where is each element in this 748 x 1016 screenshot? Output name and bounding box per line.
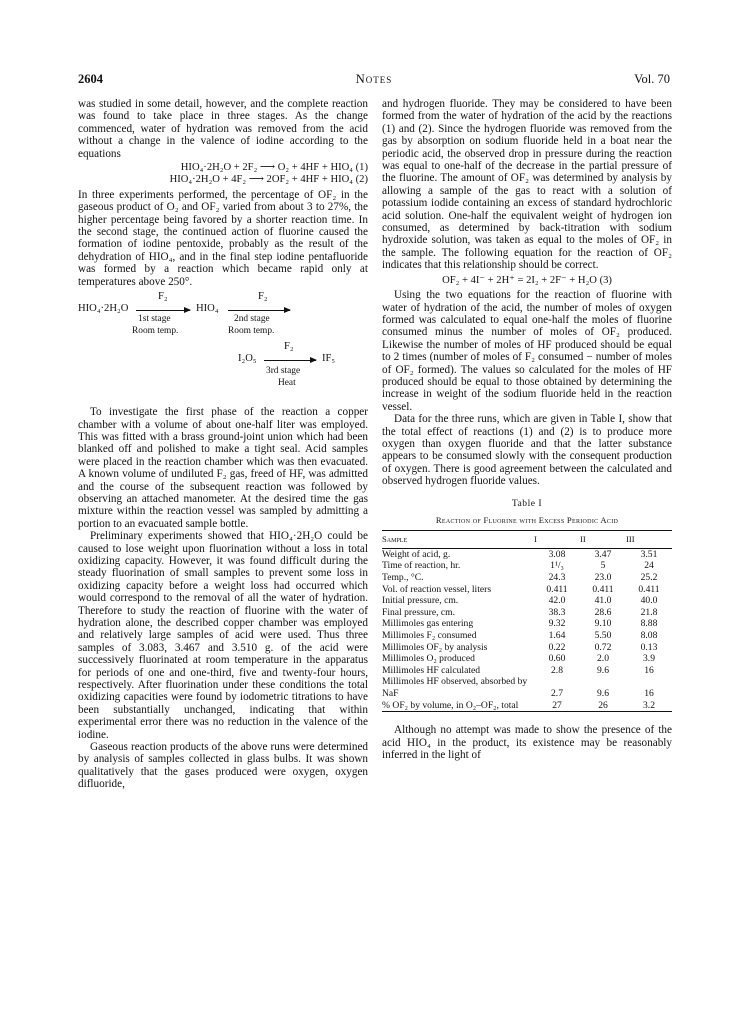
table-header-cell: II — [580, 531, 626, 548]
table-title: Reaction of Fluorine with Excess Periodic Acid — [435, 515, 619, 525]
table-cell: 0.411 — [546, 583, 568, 595]
table-cell: 9.32 — [548, 618, 566, 630]
scheme-intermediate: HIO₄ — [196, 303, 219, 315]
table-row-label: Millimoles O₂ produced — [382, 653, 475, 665]
table-row-label: Time of reaction, hr. — [382, 560, 461, 572]
table-cell: 24.3 — [548, 572, 566, 583]
table-row-label: Weight of acid, g. — [382, 548, 451, 560]
table-cell: 2.0 — [597, 653, 609, 665]
table-row-label: % OF₂ by volume, in O₂–OF₂, total — [382, 699, 519, 711]
table-cell: 2.7 — [551, 687, 563, 699]
table-cell: 9.10 — [594, 618, 612, 630]
table-cell: 2.8 — [551, 664, 563, 676]
table-row — [382, 630, 672, 642]
table-cell: 3.08 — [548, 548, 566, 560]
equation-2: HIO₄·2H₂O + 4F₂ ⟶ 2OF₂ + 4HF + HIO₄ (2) — [169, 174, 368, 186]
table-cell: 5 — [600, 560, 606, 572]
table-row-label: Millimoles gas entering — [382, 618, 474, 630]
left-column — [78, 98, 368, 791]
table-cell: 0.13 — [640, 641, 658, 653]
page-header — [78, 72, 670, 90]
reaction-arrow-1 — [136, 310, 190, 311]
table-row — [382, 595, 672, 607]
table-cell: 24 — [644, 560, 654, 572]
table-row-label: Temp., °C. — [382, 572, 424, 583]
table-row — [382, 700, 672, 712]
table-cell: 9.6 — [597, 664, 609, 676]
table-cell: 41.0 — [594, 595, 612, 607]
table-row — [382, 584, 672, 596]
paragraph: In three experiments performed, the percentage of OF₂ in the gaseous product of O₂ and OF₂ varied from about 3 to 27%, the higher percentage being favored by a shorter reaction time. In the second stage, the continued action of fluorine caused the formation of iodine pentoxide, probably as the result of the dehydration of HIO₄, and in the final step iodine pentafluoride was formed by a reaction which became rapid only at temperatures above 250°. — [78, 188, 368, 288]
table-row-label: Initial pressure, cm. — [382, 595, 459, 607]
scheme-reagent: F₂ — [158, 291, 168, 303]
table-row — [382, 572, 672, 584]
equation-3: OF₂ + 4I⁻ + 2H⁺ = 2I₂ + 2F⁻ + H₂O (3) — [442, 274, 612, 286]
table-cell: 1¹/₃ — [550, 560, 564, 572]
paragraph: Gaseous reaction products of the above runs were determined by analysis of samples collected in glass bulbs. It was shown qualitatively that the gases produced were oxygen, oxygen difluoride, — [78, 741, 368, 791]
scheme-product: IF₅ — [322, 353, 336, 365]
data-table — [382, 530, 672, 712]
table-cell: 8.08 — [640, 629, 658, 641]
paragraph: Data for the three runs, which are given in Table I, show that the total effect of reactions (1) and (2) is to produce more oxygen than oxygen fluoride and that the latter substance appears to be consumed slowly with the consequent production of oxygen. There is good agreement between the calculated and observed hydrogen fluoride values. — [382, 413, 672, 488]
scheme-reagent: F₂ — [284, 341, 294, 353]
table-row — [382, 665, 672, 677]
reaction-arrow-2 — [228, 310, 290, 311]
table-cell: 42.0 — [548, 595, 566, 607]
table-cell: 27 — [552, 699, 562, 711]
journal-section: Notes — [355, 72, 393, 86]
table-cell: 0.72 — [594, 641, 612, 653]
table-cell: 40.0 — [640, 595, 658, 607]
scheme-condition: Room temp. — [228, 326, 275, 337]
table-cell: 3.2 — [643, 699, 655, 711]
table-cell: 0.411 — [592, 583, 614, 595]
table-row-label: Millimoles OF₂ by analysis — [382, 641, 488, 653]
table-row — [382, 607, 672, 619]
reaction-scheme — [78, 291, 368, 403]
table-header-cell: I — [534, 531, 580, 548]
paragraph: was studied in some detail, however, and the complete reaction was found to take place in three stages. As the change commenced, water of hydration was removed from the acid without a change in the valence of iodine according to the equations — [78, 98, 368, 160]
table-row — [382, 653, 672, 665]
table-row — [382, 676, 672, 699]
table-row-label: Millimoles HF observed, absorbed by NaF — [382, 676, 528, 699]
scheme-stage-label: 3rd stage — [266, 366, 301, 377]
table-cell: 38.3 — [548, 606, 566, 618]
scheme-reactant: HIO₄·2H₂O — [78, 303, 129, 315]
table-header-cell: Sample — [382, 531, 534, 548]
table-cell: 26 — [598, 699, 608, 711]
scheme-condition: Heat — [278, 378, 296, 389]
paragraph: Although no attempt was made to show the presence of the acid HIO₄ in the product, its existence may be reasonably inferred in the light of — [382, 724, 672, 761]
table-header-row — [382, 531, 672, 548]
table-cell: 0.60 — [548, 653, 566, 665]
paragraph: Using the two equations for the reaction of fluorine with water of hydration of the acid, the number of moles of oxygen formed was calculated to equal one-half the moles of fluorine consumed minus the number of moles of OF₂ produced. Likewise the number of moles of HF produced should be equal to 2 times (number of moles of F₂ consumed − number of moles of OF₂ formed). The values so calculated for the moles of HF produced should be equal to those obtained by determining the increase in weight of the sodium fluoride held in the reaction vessel. — [382, 289, 672, 413]
volume-label: Vol. 70 — [634, 72, 670, 86]
table-cell: 16 — [644, 664, 654, 676]
paragraph: and hydrogen fluoride. They may be considered to have been formed from the water of hydration of the acid by the reactions (1) and (2). Since the hydrogen fluoride was removed from the gas by absorption on sodium fluoride held in a boat near the periodic acid, the observed drop in pressure during the reaction was equal to one-half of the decrease in the partial pressure of the fluorine. The amount of OF₂ was determined by analysis by allowing a sample of the gas to react with a solution of potassium iodide containing an excess of standard hydrochloric acid solution. One-half the equivalent weight of hydrogen ion consumed, as determined by back-titration with sodium hydroxide solution, was taken as equal to the moles of OF₂ in the sample. The following equation for the reaction of OF₂ indicates that this relationship should be correct. — [382, 98, 672, 272]
equation-1: HIO₄·2H₂O + 2F₂ ⟶ O₂ + 4HF + HIO₄ (1) — [180, 162, 368, 174]
table-row-label: Vol. of reaction vessel, liters — [382, 583, 492, 595]
scheme-stage-label: 2nd stage — [234, 314, 270, 325]
table-cell: 3.51 — [640, 548, 658, 560]
table-row — [382, 560, 672, 572]
table-cell: 28.6 — [594, 606, 612, 618]
table-row-label: Millimoles F₂ consumed — [382, 629, 477, 641]
table-row — [382, 642, 672, 654]
paragraph: To investigate the first phase of the reaction a copper chamber with a volume of about one-half liter was employed. This was fitted with a brass ground-joint union which had been blanked off and polished to make a tight seal. Acid samples were placed in the reaction chamber which was then evacuated. A known volume of undiluted F₂ gas, freed of HF, was admitted and the course of the subsequent reaction was followed by observing an attached manometer. At the desired time the gas mixture within the reaction vessel was sampled by admitting a portion to an evacuated sample bottle. — [78, 406, 368, 530]
scheme-stage-label: 1st stage — [138, 314, 171, 325]
table-row-label: Final pressure, cm. — [382, 606, 456, 618]
reaction-arrow-3 — [264, 360, 316, 361]
table-cell: 21.8 — [640, 606, 658, 618]
table-cell: 5.50 — [594, 629, 612, 641]
scheme-intermediate: I₂O₅ — [238, 353, 257, 365]
table-cell: 3.9 — [643, 653, 655, 665]
table-cell: 9.6 — [597, 687, 609, 699]
scheme-reagent: F₂ — [258, 291, 268, 303]
table-cell: 3.47 — [594, 548, 612, 560]
paragraph: Preliminary experiments showed that HIO₄·2H₂O could be caused to lose weight upon fluorination without a loss in total oxidizing capacity. However, it was found difficult during the steady fluorination of small samples to prevent some loss in oxidizing capacity before a weight loss had occurred which would correspond to the removal of all the water of hydration. Therefore to study the reaction of fluorine with the water of hydration alone, the described copper chamber was employed and relatively large samples of acid were used. Thus three samples of 3.083, 3.467 and 3.510 g. of the acid were successively fluorinated at room temperature in the apparatus for periods of one and one-third, five and twenty-four hours, respectively. After fluorination under these conditions the total oxidizing capacities were found by iodometric titrations to have been substantially unchanged, indicating that within experimental error there was no reduction in the valence of the iodine. — [78, 530, 368, 741]
table-cell: 0.22 — [548, 641, 566, 653]
scheme-condition: Room temp. — [132, 326, 179, 337]
table-header-cell: III — [626, 531, 672, 548]
table-row-label: Millimoles HF calculated — [382, 664, 481, 676]
table-cell: 1.64 — [548, 629, 566, 641]
right-column — [382, 98, 672, 761]
table-row — [382, 618, 672, 630]
table-cell: 8.88 — [640, 618, 658, 630]
table-row — [382, 548, 672, 560]
table-cell: 25.2 — [640, 572, 658, 583]
table-cell: 23.0 — [594, 572, 612, 583]
table-caption: Table I — [511, 497, 543, 509]
table-body — [382, 548, 672, 711]
page-number: 2604 — [78, 72, 103, 86]
table-cell: 0.411 — [638, 583, 660, 595]
table-cell: 16 — [644, 687, 654, 699]
